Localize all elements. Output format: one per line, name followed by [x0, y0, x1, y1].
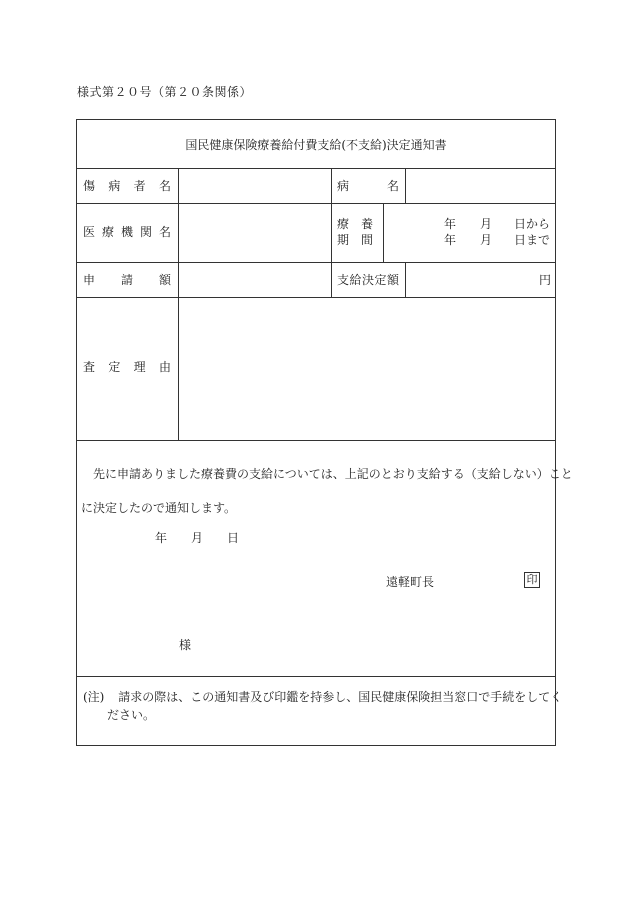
footnote-prefix: (注) — [83, 690, 105, 704]
recipient-honorific: 様 — [179, 638, 192, 652]
label-char: 間 — [360, 233, 373, 247]
issuer-title: 遠軽町長 — [386, 575, 435, 589]
label-char: 理 — [133, 360, 146, 374]
label-char: 額 — [158, 273, 171, 287]
notice-form — [76, 119, 573, 746]
label-char: 療 — [337, 217, 350, 231]
column-divider — [405, 262, 406, 297]
notice-line-1: 先に申請ありました療養費の支給については、上記のとおり支給する（支給しない）こと — [93, 467, 573, 481]
row-divider — [77, 168, 555, 169]
period-to-month: 月 — [480, 233, 493, 247]
yen-unit: 円 — [539, 273, 552, 287]
column-divider — [178, 168, 179, 440]
label-char: 由 — [158, 360, 171, 374]
label-char: 療 — [101, 225, 114, 239]
notice-line-2: に決定したので通知します。 — [81, 501, 237, 515]
row-divider — [77, 297, 555, 298]
period-to-year: 年 — [444, 233, 457, 247]
label-char: 定 — [374, 273, 387, 287]
label-char: 請 — [120, 273, 133, 287]
column-divider — [331, 168, 332, 297]
row-divider — [77, 676, 555, 677]
row-divider — [77, 203, 555, 204]
label-char: 査 — [83, 360, 96, 374]
label-char: 決 — [361, 273, 374, 287]
label-char: 機 — [120, 225, 133, 239]
label-char: 給 — [349, 273, 362, 287]
patient-name-label — [83, 179, 171, 193]
label-char: 病 — [337, 179, 350, 193]
row-divider — [77, 440, 555, 441]
period-to-day: 日まで — [514, 233, 551, 247]
footnote-line-1: 請求の際は、この通知書及び印鑑を持参し、国民健康保険担当窓口で手続をしてく — [118, 690, 563, 704]
label-char: 支 — [337, 273, 350, 287]
column-divider — [383, 203, 384, 262]
label-char: 名 — [158, 179, 171, 193]
footnote — [83, 688, 562, 724]
label-char: 期 — [337, 233, 350, 247]
period-from-year: 年 — [444, 217, 457, 231]
label-char: 定 — [108, 360, 121, 374]
row-divider — [77, 262, 555, 263]
label-char: 名 — [386, 179, 399, 193]
form-title: 国民健康保険療養給付費支給(不支給)決定通知書 — [185, 138, 447, 152]
form-number: 様式第２０号（第２０条関係） — [77, 85, 253, 99]
label-char: 名 — [158, 225, 171, 239]
label-char: 養 — [360, 217, 373, 231]
treatment-period-label-top — [337, 217, 373, 231]
label-char: 関 — [139, 225, 152, 239]
label-char: 申 — [83, 273, 96, 287]
label-char: 者 — [133, 179, 146, 193]
medical-institution-label — [83, 225, 171, 239]
disease-name-label — [337, 179, 399, 193]
claim-amount-label — [83, 273, 171, 287]
decision-amount-label — [337, 273, 399, 287]
seal-stamp: 印 — [524, 572, 540, 588]
footnote-line-2: ださい。 — [107, 708, 156, 722]
label-char: 病 — [108, 179, 121, 193]
assessment-reason-label — [83, 360, 171, 374]
label-char: 傷 — [83, 179, 96, 193]
label-char: 医 — [83, 225, 96, 239]
period-from-month: 月 — [480, 217, 493, 231]
label-char: 額 — [386, 273, 399, 287]
column-divider — [405, 168, 406, 203]
treatment-period-label-bottom — [337, 233, 373, 247]
notice-date-day: 日 — [227, 531, 240, 545]
notice-date-month: 月 — [191, 531, 204, 545]
period-from-day: 日から — [514, 217, 551, 231]
notice-date-year: 年 — [155, 531, 168, 545]
